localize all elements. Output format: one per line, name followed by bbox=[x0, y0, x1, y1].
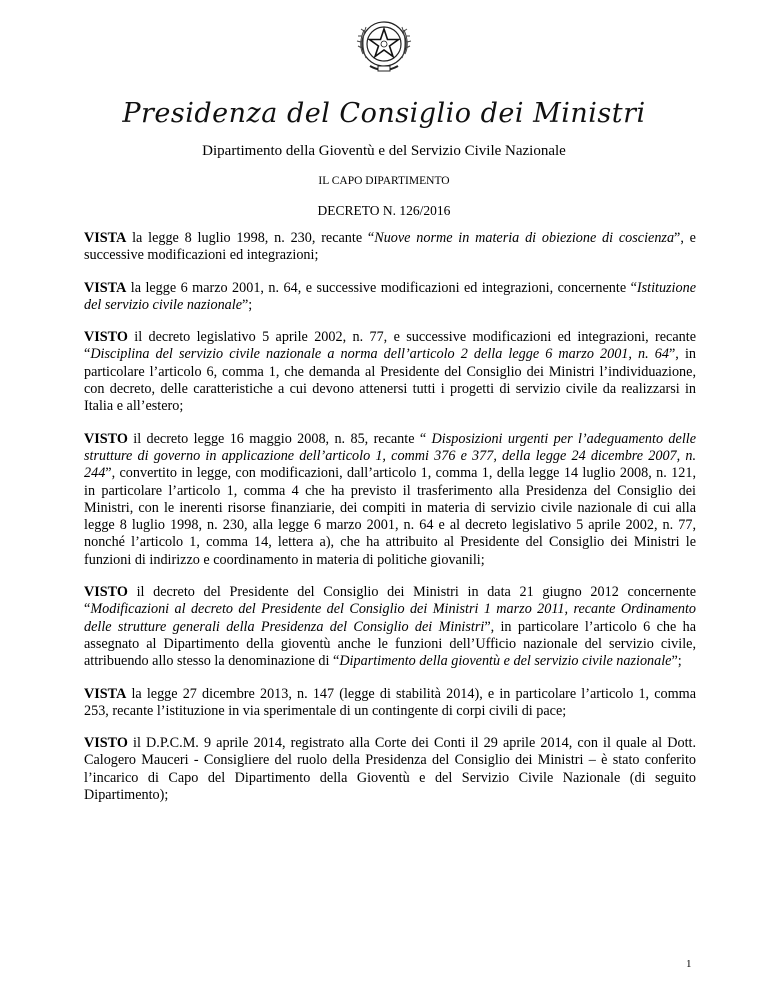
department-name: Dipartimento della Gioventù e del Servizio Civile Nazionale bbox=[202, 143, 566, 159]
paragraph bbox=[84, 431, 696, 569]
paragraph bbox=[84, 584, 696, 670]
text-run-italic: Nuove norme in materia di obiezione di coscienza bbox=[374, 230, 675, 246]
paragraph-keyword: VISTO bbox=[84, 430, 128, 447]
text-run-italic: Modificazioni al decreto del Presidente del Consiglio dei Ministri 1 marzo 2011, recante Ordinamento delle strutture generali della Presidenza del Consiglio dei Ministri bbox=[84, 601, 696, 635]
text-run-italic: Istituzione del servizio civile nazionale bbox=[84, 279, 696, 313]
paragraph bbox=[84, 329, 696, 415]
text-run-italic: Disciplina del servizio civile nazionale a norma dell’articolo 2 della legge 6 marzo 2001, n. 64 bbox=[90, 346, 669, 363]
paragraph-keyword: VISTA bbox=[84, 279, 127, 296]
paragraph bbox=[84, 280, 696, 315]
paragraph bbox=[84, 230, 696, 265]
text-run: ”; bbox=[671, 653, 682, 670]
decree-number: DECRETO N. 126/2016 bbox=[317, 203, 451, 218]
paragraph bbox=[84, 735, 696, 804]
text-run-italic: Dipartimento della gioventù e del servizio civile nazionale bbox=[339, 653, 672, 670]
paragraph bbox=[84, 686, 696, 721]
text-run: ”; bbox=[242, 296, 253, 313]
text-run: la legge 8 luglio 1998, n. 230, recante “ bbox=[126, 230, 375, 246]
document-body bbox=[84, 230, 696, 819]
page-number: 1 bbox=[686, 958, 692, 970]
text-run: ”, in particolare l’articolo 6, comma 1, che demanda al Presidente del Consiglio dei Ministri l’individuazione, con decreto, delle caratteristiche a cui devono attenersi tutti i progetti di servizio civile da realizzarsi in Italia e all’estero; bbox=[84, 346, 696, 415]
text-run: ”, e successive modificazioni ed integrazioni; bbox=[84, 230, 696, 264]
text-run: il decreto legislativo 5 aprile 2002, n. 77, e successive modificazioni ed integrazioni, recante “ bbox=[84, 329, 696, 363]
emblem-icon bbox=[352, 14, 416, 78]
text-run-italic: Disposizioni urgenti per l’adeguamento delle strutture di governo in applicazione dell’articolo 1, commi 376 e 377, della legge 24 dicembre 2007, n. 244 bbox=[84, 430, 696, 482]
paragraph-keyword: VISTA bbox=[84, 685, 127, 702]
text-run: la legge 6 marzo 2001, n. 64, e successive modificazioni ed integrazioni, concernente “ bbox=[126, 279, 637, 296]
paragraph-keyword: VISTO bbox=[84, 735, 128, 752]
paragraph-keyword: VISTO bbox=[84, 584, 128, 601]
paragraph-keyword: VISTO bbox=[84, 329, 128, 346]
paragraph-keyword: VISTA bbox=[84, 230, 127, 246]
page-title: Presidenza del Consiglio dei Ministri bbox=[122, 98, 646, 129]
text-run: ”, in particolare l’articolo 6 che ha assegnato al Dipartimento della gioventù anche le funzioni dell’Ufficio nazionale del servizio civile, attribuendo allo stesso la denominazione di “ bbox=[84, 618, 696, 670]
text-run: ”, convertito in legge, con modificazioni, dall’articolo 1, comma 1, della legge 14 luglio 2008, n. 121, in particolare l’articolo 1, comma 4 che ha previsto il trasferimento alla Presidenza del Consiglio dei Ministri, con le inerenti risorse finanziarie, dei compiti in materia di servizio civile nazionale di cui alla legge 8 luglio 1998, n. 230, alla legge 6 marzo 2001, n. 64 e al decreto legislativo 5 aprile 2002, n. 77, nonché l’articolo 1, comma 14, lettera a), che ha attribuito al Presidente del Consiglio dei Ministri le funzioni di indirizzo e coordinamento in materia di politiche giovanili; bbox=[84, 465, 696, 568]
text-run: il D.P.C.M. 9 aprile 2014, registrato alla Corte dei Conti il 29 aprile 2014, con il quale al Dott. Calogero Mauceri - Consigliere del ruolo della Presidenza del Consiglio dei Ministri – è stato conferito l’incarico di Capo del Dipartimento della Gioventù e del Servizio Civile Nazionale (di seguito Dipartimento); bbox=[84, 735, 696, 804]
text-run: il decreto legge 16 maggio 2008, n. 85, recante “ bbox=[127, 430, 432, 447]
text-run: il decreto del Presidente del Consiglio dei Ministri in data 21 giugno 2012 concernente “ bbox=[84, 584, 696, 618]
head-office-label: IL CAPO DIPARTIMENTO bbox=[318, 175, 450, 187]
text-run: la legge 27 dicembre 2013, n. 147 (legge di stabilità 2014), e in particolare l’articolo 1, comma 253, recante l’istituzione in via sperimentale di un contingente di corpi civili di pace; bbox=[84, 685, 696, 719]
